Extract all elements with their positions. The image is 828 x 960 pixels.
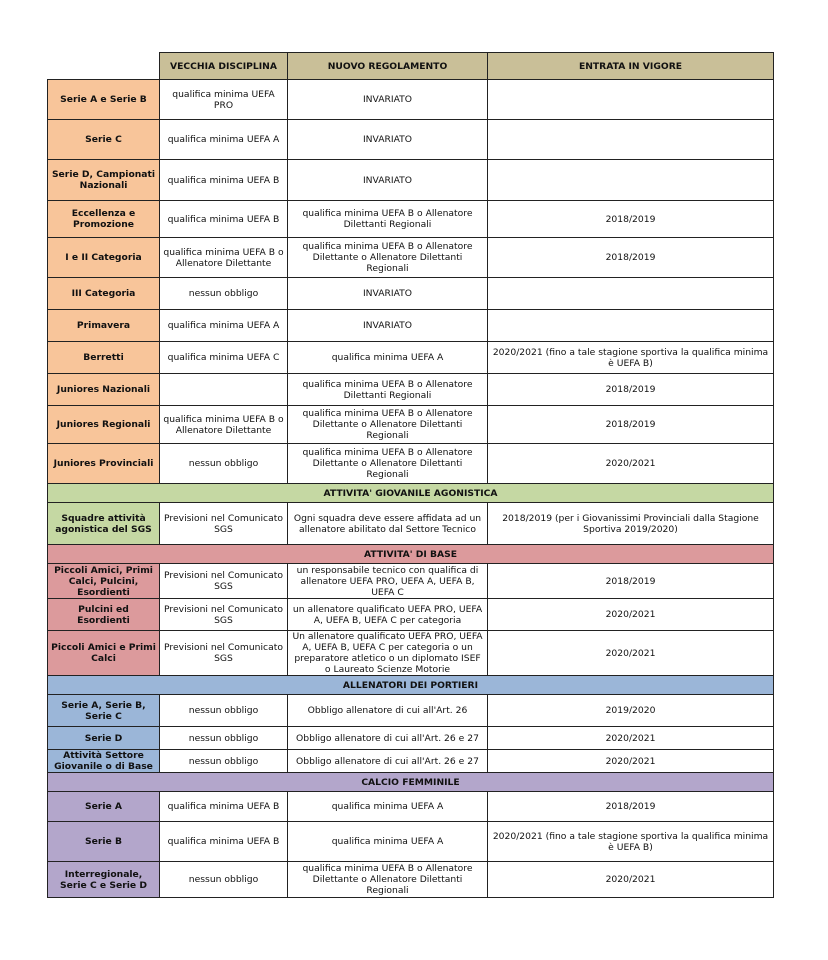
category-cell: Serie A e Serie B	[48, 80, 160, 120]
new-regulation-cell: qualifica minima UEFA A	[288, 792, 488, 822]
effective-date-cell: 2018/2019	[488, 406, 774, 444]
category-cell: Pulcini ed Esordienti	[48, 599, 160, 631]
new-regulation-cell: qualifica minima UEFA B o Allenatore Dilettanti Regionali	[288, 201, 488, 238]
effective-date-cell	[488, 310, 774, 342]
effective-date-cell: 2020/2021	[488, 599, 774, 631]
effective-date-cell: 2020/2021	[488, 444, 774, 484]
new-regulation-cell: qualifica minima UEFA B o Allenatore Dilettante o Allenatore Dilettanti Regionali	[288, 238, 488, 278]
table-row	[48, 374, 774, 406]
table-row	[48, 564, 774, 599]
category-cell: Juniores Regionali	[48, 406, 160, 444]
table-row	[48, 120, 774, 160]
old-discipline-cell: Previsioni nel Comunicato SGS	[160, 564, 288, 599]
category-cell: Serie D, Campionati Nazionali	[48, 160, 160, 201]
category-cell: Juniores Nazionali	[48, 374, 160, 406]
header-new-regulation: NUOVO REGOLAMENTO	[288, 53, 488, 80]
table-row	[48, 862, 774, 898]
new-regulation-cell: INVARIATO	[288, 310, 488, 342]
old-discipline-cell: nessun obbligo	[160, 862, 288, 898]
table-row	[48, 822, 774, 862]
effective-date-cell	[488, 120, 774, 160]
new-regulation-cell: Un allenatore qualificato UEFA PRO, UEFA A, UEFA B, UEFA C per categoria o un preparatore atletico o un diplomato ISEF o Laureato Scienze Motorie	[288, 631, 488, 676]
old-discipline-cell: qualifica minima UEFA PRO	[160, 80, 288, 120]
new-regulation-cell: Obbligo allenatore di cui all'Art. 26	[288, 695, 488, 727]
effective-date-cell: 2020/2021 (fino a tale stagione sportiva la qualifica minima è UEFA B)	[488, 822, 774, 862]
old-discipline-cell: Previsioni nel Comunicato SGS	[160, 599, 288, 631]
old-discipline-cell: qualifica minima UEFA A	[160, 310, 288, 342]
old-discipline-cell: qualifica minima UEFA B o Allenatore Dilettante	[160, 238, 288, 278]
old-discipline-cell: nessun obbligo	[160, 727, 288, 750]
effective-date-cell: 2018/2019 (per i Giovanissimi Provinciali dalla Stagione Sportiva 2019/2020)	[488, 503, 774, 545]
section-title-femminile: CALCIO FEMMINILE	[48, 773, 774, 792]
table-row	[48, 444, 774, 484]
new-regulation-cell: INVARIATO	[288, 160, 488, 201]
category-cell: Piccoli Amici, Primi Calci, Pulcini, Esordienti	[48, 564, 160, 599]
old-discipline-cell: Previsioni nel Comunicato SGS	[160, 631, 288, 676]
category-cell: Serie B	[48, 822, 160, 862]
category-cell: Serie A	[48, 792, 160, 822]
coach-requirements-table	[47, 52, 774, 898]
effective-date-cell	[488, 278, 774, 310]
new-regulation-cell: Obbligo allenatore di cui all'Art. 26 e 27	[288, 750, 488, 773]
old-discipline-cell: qualifica minima UEFA B	[160, 160, 288, 201]
category-cell: Squadre attività agonistica del SGS	[48, 503, 160, 545]
category-cell: Serie A, Serie B, Serie C	[48, 695, 160, 727]
new-regulation-cell: Ogni squadra deve essere affidata ad un allenatore abilitato dal Settore Tecnico	[288, 503, 488, 545]
effective-date-cell: 2020/2021	[488, 727, 774, 750]
new-regulation-cell: qualifica minima UEFA B o Allenatore Dilettante o Allenatore Dilettanti Regionali	[288, 406, 488, 444]
header-row	[48, 53, 774, 80]
new-regulation-cell: qualifica minima UEFA A	[288, 342, 488, 374]
section-row	[48, 545, 774, 564]
header-old-discipline: VECCHIA DISCIPLINA	[160, 53, 288, 80]
effective-date-cell: 2020/2021 (fino a tale stagione sportiva la qualifica minima è UEFA B)	[488, 342, 774, 374]
table-row	[48, 342, 774, 374]
old-discipline-cell: qualifica minima UEFA B	[160, 792, 288, 822]
effective-date-cell: 2018/2019	[488, 374, 774, 406]
header-blank-cell	[48, 53, 160, 80]
table-row	[48, 80, 774, 120]
new-regulation-cell: Obbligo allenatore di cui all'Art. 26 e 27	[288, 727, 488, 750]
new-regulation-cell: INVARIATO	[288, 278, 488, 310]
effective-date-cell: 2018/2019	[488, 564, 774, 599]
table-row	[48, 160, 774, 201]
effective-date-cell: 2020/2021	[488, 631, 774, 676]
old-discipline-cell	[160, 374, 288, 406]
section-title-agonistica: ATTIVITA' GIOVANILE AGONISTICA	[48, 484, 774, 503]
table-row	[48, 599, 774, 631]
new-regulation-cell: INVARIATO	[288, 120, 488, 160]
category-cell: Berretti	[48, 342, 160, 374]
old-discipline-cell: qualifica minima UEFA B o Allenatore Dilettante	[160, 406, 288, 444]
section-row	[48, 484, 774, 503]
table-row	[48, 238, 774, 278]
new-regulation-cell: un allenatore qualificato UEFA PRO, UEFA A, UEFA B, UEFA C per categoria	[288, 599, 488, 631]
effective-date-cell	[488, 80, 774, 120]
new-regulation-cell: qualifica minima UEFA B o Allenatore Dilettanti Regionali	[288, 374, 488, 406]
old-discipline-cell: qualifica minima UEFA C	[160, 342, 288, 374]
old-discipline-cell: nessun obbligo	[160, 278, 288, 310]
category-cell: Primavera	[48, 310, 160, 342]
category-cell: Serie D	[48, 727, 160, 750]
new-regulation-cell: INVARIATO	[288, 80, 488, 120]
effective-date-cell: 2020/2021	[488, 862, 774, 898]
table-row	[48, 727, 774, 750]
effective-date-cell: 2019/2020	[488, 695, 774, 727]
category-cell: Serie C	[48, 120, 160, 160]
table-row	[48, 750, 774, 773]
table-row	[48, 792, 774, 822]
table-row	[48, 406, 774, 444]
old-discipline-cell: nessun obbligo	[160, 444, 288, 484]
new-regulation-cell: qualifica minima UEFA B o Allenatore Dilettante o Allenatore Dilettanti Regionali	[288, 862, 488, 898]
new-regulation-cell: qualifica minima UEFA A	[288, 822, 488, 862]
table-row	[48, 310, 774, 342]
effective-date-cell: 2020/2021	[488, 750, 774, 773]
category-cell: Attività Settore Giovanile o di Base	[48, 750, 160, 773]
old-discipline-cell: qualifica minima UEFA B	[160, 822, 288, 862]
old-discipline-cell: nessun obbligo	[160, 695, 288, 727]
table-row	[48, 278, 774, 310]
section-row	[48, 676, 774, 695]
category-cell: Juniores Provinciali	[48, 444, 160, 484]
category-cell: III Categoria	[48, 278, 160, 310]
new-regulation-cell: qualifica minima UEFA B o Allenatore Dilettante o Allenatore Dilettanti Regionali	[288, 444, 488, 484]
category-cell: I e II Categoria	[48, 238, 160, 278]
section-row	[48, 773, 774, 792]
section-title-portieri: ALLENATORI DEI PORTIERI	[48, 676, 774, 695]
category-cell: Eccellenza e Promozione	[48, 201, 160, 238]
header-effective-date: ENTRATA IN VIGORE	[488, 53, 774, 80]
table-row	[48, 631, 774, 676]
effective-date-cell: 2018/2019	[488, 238, 774, 278]
table-row	[48, 201, 774, 238]
section-title-base: ATTIVITA' DI BASE	[48, 545, 774, 564]
category-cell: Interregionale, Serie C e Serie D	[48, 862, 160, 898]
new-regulation-cell: un responsabile tecnico con qualifica di allenatore UEFA PRO, UEFA A, UEFA B, UEFA C	[288, 564, 488, 599]
old-discipline-cell: qualifica minima UEFA B	[160, 201, 288, 238]
old-discipline-cell: nessun obbligo	[160, 750, 288, 773]
old-discipline-cell: Previsioni nel Comunicato SGS	[160, 503, 288, 545]
effective-date-cell: 2018/2019	[488, 792, 774, 822]
table-row	[48, 695, 774, 727]
table-row	[48, 503, 774, 545]
effective-date-cell	[488, 160, 774, 201]
category-cell: Piccoli Amici e Primi Calci	[48, 631, 160, 676]
effective-date-cell: 2018/2019	[488, 201, 774, 238]
old-discipline-cell: qualifica minima UEFA A	[160, 120, 288, 160]
